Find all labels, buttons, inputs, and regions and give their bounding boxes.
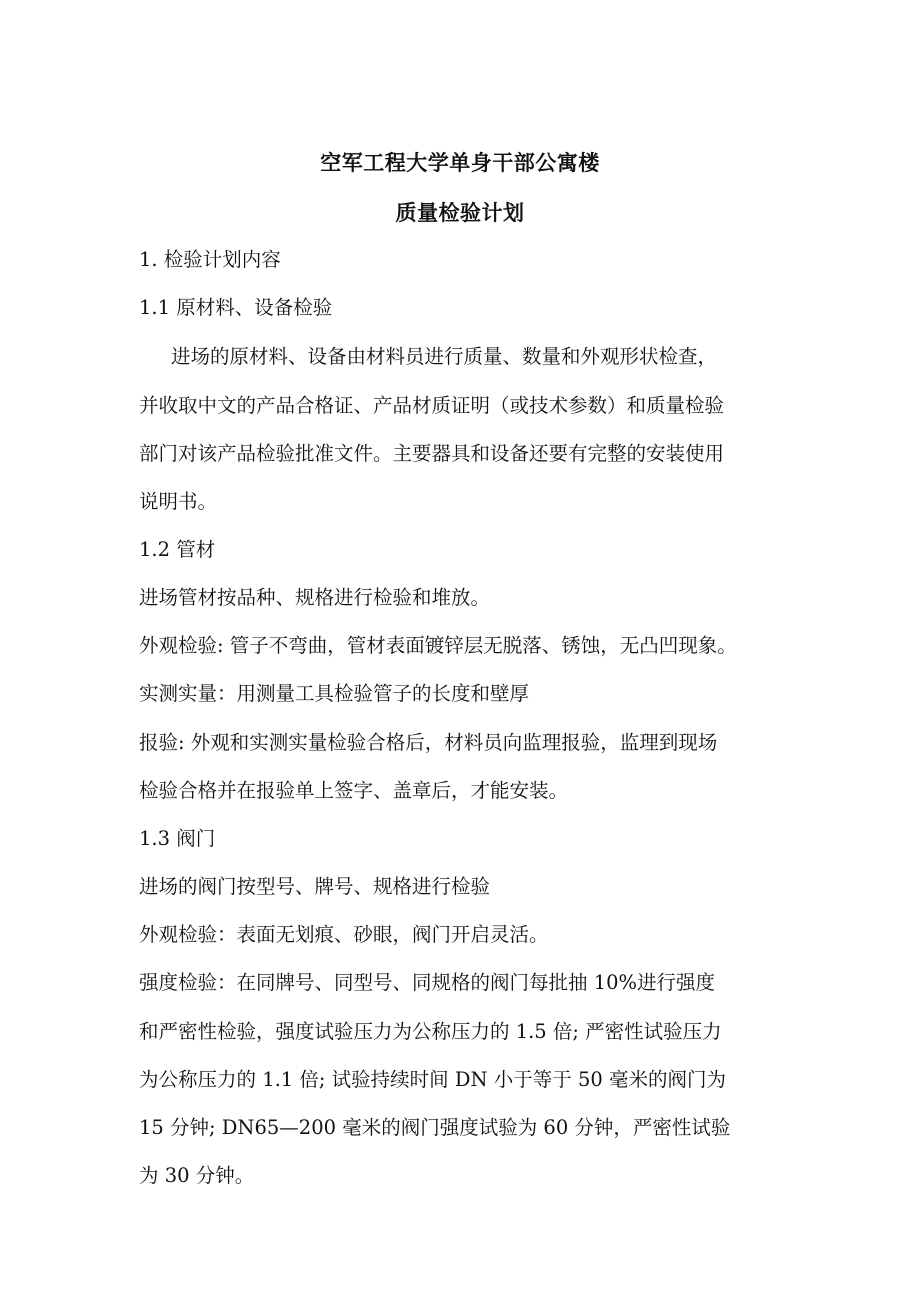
paragraph-line: 为公称压力的 1.1 倍; 试验持续时间 DN 小于等于 50 毫米的阀门为 <box>139 1068 726 1091</box>
paragraph-line: 检验合格并在报验单上签字、盖章后，才能安装。 <box>139 779 569 802</box>
section-heading-1-1: 1.1 原材料、设备检验 <box>139 296 333 319</box>
section-heading-1: 1. 检验计划内容 <box>139 248 281 271</box>
paragraph-line: 报验: 外观和实测实量检验合格后，材料员向监理报验，监理到现场 <box>139 731 718 754</box>
paragraph-line: 并收取中文的产品合格证、产品材质证明（或技术参数）和质量检验 <box>139 394 725 417</box>
paragraph-line: 强度检验：在同牌号、同型号、同规格的阀门每批抽 10%进行强度 <box>139 971 716 994</box>
paragraph-line: 部门对该产品检验批准文件。主要器具和设备还要有完整的安装使用 <box>139 442 725 465</box>
section-heading-1-2: 1.2 管材 <box>139 538 216 561</box>
paragraph-line: 和严密性检验，强度试验压力为公称压力的 1.5 倍; 严密性试验压力 <box>139 1020 722 1043</box>
paragraph-line: 15 分钟; DN65—200 毫米的阀门强度试验为 60 分钟，严密性试验 <box>139 1116 731 1139</box>
document-title: 空军工程大学单身干部公寓楼 <box>320 150 600 175</box>
section-heading-1-3: 1.3 阀门 <box>139 827 216 850</box>
paragraph-line: 实测实量：用测量工具检验管子的长度和壁厚 <box>139 682 530 705</box>
paragraph-line: 为 30 分钟。 <box>139 1164 255 1187</box>
paragraph-line: 说明书。 <box>139 490 218 513</box>
paragraph-line: 进场管材按品种、规格进行检验和堆放。 <box>139 586 491 609</box>
paragraph-line: 进场的阀门按型号、牌号、规格进行检验 <box>139 875 491 898</box>
paragraph-line: 外观检验：表面无划痕、砂眼，阀门开启灵活。 <box>139 923 549 946</box>
paragraph-line: 外观检验: 管子不弯曲，管材表面镀锌层无脱落、锈蚀，无凸凹现象。 <box>139 634 737 657</box>
paragraph-line: 进场的原材料、设备由材料员进行质量、数量和外观形状检查， <box>171 345 718 368</box>
document-subtitle: 质量检验计划 <box>395 200 525 225</box>
